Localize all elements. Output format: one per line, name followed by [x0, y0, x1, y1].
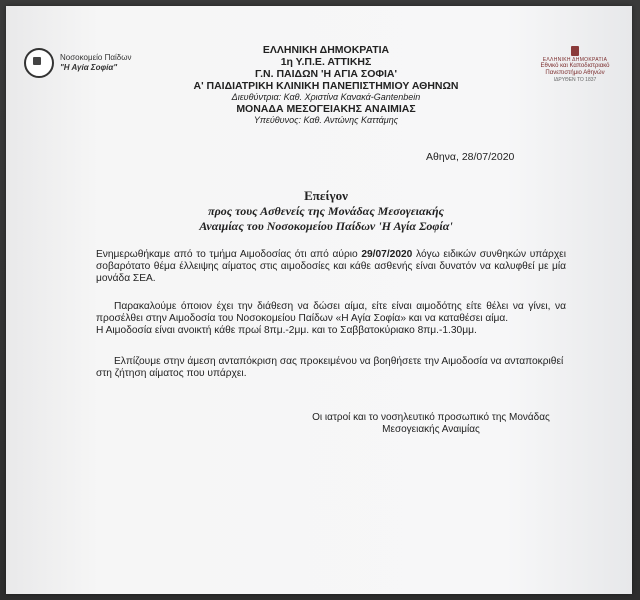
university-emblem-icon — [571, 46, 579, 56]
letterhead-director: Διευθύντρια: Καθ. Χριστίνα Κανακά-Gantenbein — [231, 92, 421, 102]
title-recipients-line1: προς τους Ασθενείς της Μονάδας Μεσογειακής — [208, 204, 444, 218]
title-recipients-line2: Αναιμίας του Νοσοκομείου Παίδων 'Η Αγία Σοφία' — [199, 219, 453, 233]
university-logo — [530, 46, 620, 83]
paragraph-request-line1: Παρακαλούμε όποιον έχει την διάθεση να δώσει αίμα, είτε είναι αιμοδότης είτε θέλει να γίνει, να προσέλθει στην Αιμοδοσία του Νοσοκομείου Παίδων «Η Αγία Σοφία» και να καταθέσει αίμα. — [96, 301, 566, 324]
paragraph-closing — [96, 356, 566, 380]
hospital-logo — [24, 48, 131, 78]
signature-line2: Μεσογειακής Αναιμίας — [382, 424, 480, 435]
signature-block — [306, 412, 556, 436]
letterhead-line2: 1η Υ.Π.Ε. ΑΤΤΙΚΗΣ — [280, 56, 372, 68]
paragraph-closing-text: Ελπίζουμε στην άμεση ανταπόκριση σας προκειμένου να βοηθήσετε την Αιμοδοσία να ανταποκριθεί στη ζήτηση αίματος που υπάρχει. — [96, 356, 564, 379]
letterhead-line4: Α' ΠΑΙΔΙΑΤΡΙΚΗ ΚΛΙΝΙΚΗ ΠΑΝΕΠΙΣΤΗΜΙΟΥ ΑΘΗΝΩΝ — [193, 80, 459, 92]
hospital-seal-icon — [24, 48, 54, 78]
title-urgent: Επείγον — [304, 188, 348, 203]
hospital-logo-line1: Νοσοκομείο Παίδων — [60, 53, 132, 62]
signature-line1: Οι ιατροί και το νοσηλευτικό προσωπικό της Μονάδας — [312, 412, 550, 423]
paragraph-notice-pre: Ενημερωθήκαμε από το τμήμα Αιμοδοσίας ότι από αύριο — [96, 249, 362, 260]
letterhead — [146, 44, 506, 126]
university-logo-line1: ΕΛΛΗΝΙΚΗ ΔΗΜΟΚΡΑΤΙΑ — [542, 57, 608, 63]
paragraph-request-hours: Η Αιμοδοσία είναι ανοικτή κάθε πρωί 8πμ.-2μμ. και το Σαββατοκύριακο 8πμ.-1.30μμ. — [96, 325, 477, 336]
university-logo-line2: Εθνικό και Καποδιστριακό — [540, 63, 610, 69]
hospital-logo-text — [60, 53, 131, 73]
paragraph-request — [96, 301, 566, 337]
document-title — [126, 188, 526, 234]
university-logo-line3: Πανεπιστήμιο Αθηνών — [545, 70, 605, 76]
letterhead-line3: Γ.Ν. ΠΑΙΔΩΝ 'Η ΑΓΙΑ ΣΟΦΙΑ' — [254, 68, 398, 80]
letterhead-responsible: Υπεύθυνος: Καθ. Αντώνης Καττάμης — [253, 115, 399, 125]
document-date: Αθηνα, 28/07/2020 — [426, 151, 515, 163]
paragraph-notice-post: λόγω ειδικών συνθηκών υπάρχει σοβαρότατο θέμα έλλειψης αίματος στις αιμοδοσίες και κάθε ασθενής είναι δυνατόν να καλυφθεί με μία μονάδα ΣΕΑ. — [96, 249, 566, 284]
paragraph-notice — [96, 249, 566, 285]
paragraph-notice-date: 29/07/2020 — [361, 249, 413, 260]
hospital-logo-line2: "Η Αγία Σοφία" — [60, 63, 118, 72]
document-page — [6, 6, 632, 594]
letterhead-line1: ΕΛΛΗΝΙΚΗ ΔΗΜΟΚΡΑΤΙΑ — [262, 44, 390, 56]
letterhead-unit: ΜΟΝΑΔΑ ΜΕΣΟΓΕΙΑΚΗΣ ΑΝΑΙΜΙΑΣ — [236, 103, 416, 115]
university-logo-line4: ΙΔΡΥΘΕΝ ΤΟ 1837 — [553, 77, 597, 83]
